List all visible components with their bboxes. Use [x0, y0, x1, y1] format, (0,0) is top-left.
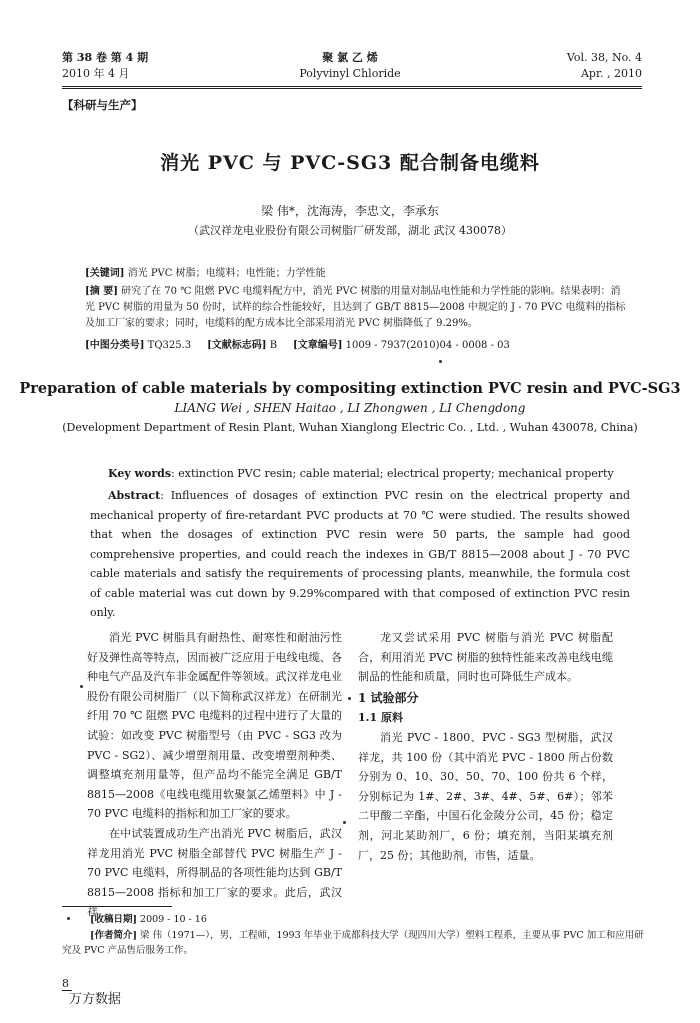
header-date-cn: 2010 年 4 月 [62, 67, 130, 80]
abstract-en-text: : Influences of dosages of extinction PVC resin on the electrical property and mechanical property of fire-retardant PVC products at 70 ℃ were studied. The results showed that when the dosages of extinction PVC resin were 50 parts, the sample had good comprehensive properties, and could reach the indexes in GB/T 8815—2008 about J - 70 PVC cable materials and satisfy the requirements of processing plants, meanwhile, the formula cost of cable material was cut down by 9.29%compared with that composed of extinction PVC resin only. [90, 489, 630, 619]
body-column-right [358, 628, 613, 865]
footnote-received [90, 912, 675, 927]
header-date-en: Apr. , 2010 [580, 67, 642, 80]
keywords-en [108, 466, 628, 482]
bio-text: 梁 伟（1971—），男，工程师，1993 年毕业于成都科技大学（现四川大学）塑料工程系，主要从事 PVC 加工和应用研究及 PVC 产品售后服务工作。 [62, 930, 644, 956]
header-journal-en: Polyvinyl Chloride [299, 67, 401, 80]
margin-dot [80, 685, 83, 688]
affiliation-en: (Development Department of Resin Plant, Wuhan Xianglong Electric Co. , Ltd. , Wuhan 430078, China) [62, 421, 638, 434]
clc-label: [中图分类号] [85, 340, 145, 351]
affiliation-cn: （武汉祥龙电业股份有限公司树脂厂研发部，湖北 武汉 430078） [188, 224, 512, 237]
body-column-left [87, 628, 342, 922]
keywords-en-label: Key words [108, 467, 172, 480]
header-issue-cn: 第 38 卷 第 4 期 [62, 51, 149, 64]
footnote-bullet [67, 917, 70, 920]
received-date: 2009 - 10 - 16 [137, 914, 207, 925]
abstract-cn [85, 284, 630, 332]
header-vol-en: Vol. 38, No. 4 [566, 51, 642, 64]
authors-cn: 梁 伟*，沈海涛，李忠文，李承东 [261, 204, 439, 218]
section-tag: 【科研与生产】 [62, 98, 143, 112]
abstract-cn-label: [摘 要] [85, 286, 118, 297]
keywords-cn-text: 消光 PVC 树脂；电缆料；电性能；力学性能 [124, 268, 326, 279]
margin-dot [343, 821, 346, 824]
margin-dot [348, 697, 351, 700]
separator-dot [439, 360, 442, 363]
body-paragraph: 消光 PVC - 1800、PVC - SG3 型树脂，武汉祥龙，共 100 份（其中消光 PVC - 1800 所占份数分别为 0、10、30、50、70、100 份共 6 个样，分别标记为 1#、2#、3#、4#、5#、6#）；邻苯二甲酸二辛酯，中国石化金陵分公司，45 份；稳定剂，河北某助剂厂，6 份；填充剂，当阳某填充剂厂，25 份；其他助剂，市售，适量。 [358, 730, 613, 862]
article-id-value: 1009 - 7937(2010)04 - 0008 - 03 [342, 340, 510, 351]
watermark-text: 万方数据 [69, 992, 122, 1007]
classification-cn [85, 338, 630, 354]
body-paragraph: 在中试装置成功生产出消光 PVC 树脂后，武汉祥龙用消光 PVC 树脂全部替代 PVC 树脂生产 J - 70 PVC 电缆料，所得制品的各项性能均达到 GB/T 8815—2008 指标和加工厂家的要求。此后，武汉祥 [87, 826, 342, 919]
header-rule-thin [62, 88, 642, 89]
keywords-cn [85, 266, 630, 282]
article-id-label: [文章编号] [292, 340, 343, 351]
bio-label: [作者简介] [90, 930, 137, 941]
doc-code-label: [文献标志码] [207, 340, 267, 351]
received-label: [收稿日期] [90, 914, 137, 925]
article-title-en: Preparation of cable materials by compositing extinction PVC resin and PVC-SG3 [19, 380, 681, 397]
doc-code-value: B [266, 340, 278, 351]
header-right [567, 50, 642, 82]
article-title-cn: 消光 PVC 与 PVC-SG3 配合制备电缆料 [160, 152, 540, 174]
header-rule [62, 86, 642, 87]
footnote-author-bio [62, 928, 647, 958]
section-heading: 1 试验部分 [358, 690, 419, 705]
subsection-heading: 1.1 原料 [358, 711, 403, 725]
abstract-en [90, 486, 630, 623]
body-paragraph: 龙又尝试采用 PVC 树脂与消光 PVC 树脂配合，利用消光 PVC 树脂的独特性能来改善电线电缆制品的性能和质量，同时也可降低生产成本。 [358, 631, 613, 684]
keywords-cn-label: [关键词] [85, 268, 125, 279]
header-journal-cn: 聚 氯 乙 烯 [322, 51, 378, 64]
authors-en: LIANG Wei , SHEN Haitao , LI Zhongwen , LI Chengdong [174, 401, 526, 415]
keywords-en-text: : extinction PVC resin; cable material; electrical property; mechanical property [171, 467, 614, 480]
page-number: 8 [62, 977, 69, 990]
body-paragraph: 消光 PVC 树脂具有耐热性、耐寒性和耐油污性好及弹性高等特点，因而被广泛应用于电线电缆、各种电气产品及汽车非金属配件等领域。武汉祥龙电业股份有限公司树脂厂（以下简称武汉祥龙）在研制光纤用 70 ℃ 阻燃 PVC 电缆料的过程中进行了大量的试验：如改变 PVC 树脂型号（由 PVC - SG3 改为 PVC - SG2）、减少增塑剂用量、改变增塑剂种类、调整填充剂用量等，但产品均不能完全满足 GB/T 8815—2008《电线电缆用软聚氯乙烯塑料》中 J - 70 PVC 电缆料的指标和加工厂家的要求。 [87, 631, 342, 821]
abstract-cn-text: 研究了在 70 ℃ 阻燃 PVC 电缆料配方中，消光 PVC 树脂的用量对制品电性能和力学性能的影响。结果表明：消光 PVC 树脂的用量为 50 份时，试样的综合性能较好，且达到了 GB/T 8815—2008 中规定的 J - 70 PVC 电缆料的指标及加工厂家的要求；同时，电缆料的配方成本比全部采用消光 PVC 树脂降低了 9.29%。 [85, 286, 626, 329]
clc-value: TQ325.3 [144, 340, 192, 351]
footnote-rule [62, 906, 172, 907]
abstract-en-label: Abstract [108, 489, 161, 502]
